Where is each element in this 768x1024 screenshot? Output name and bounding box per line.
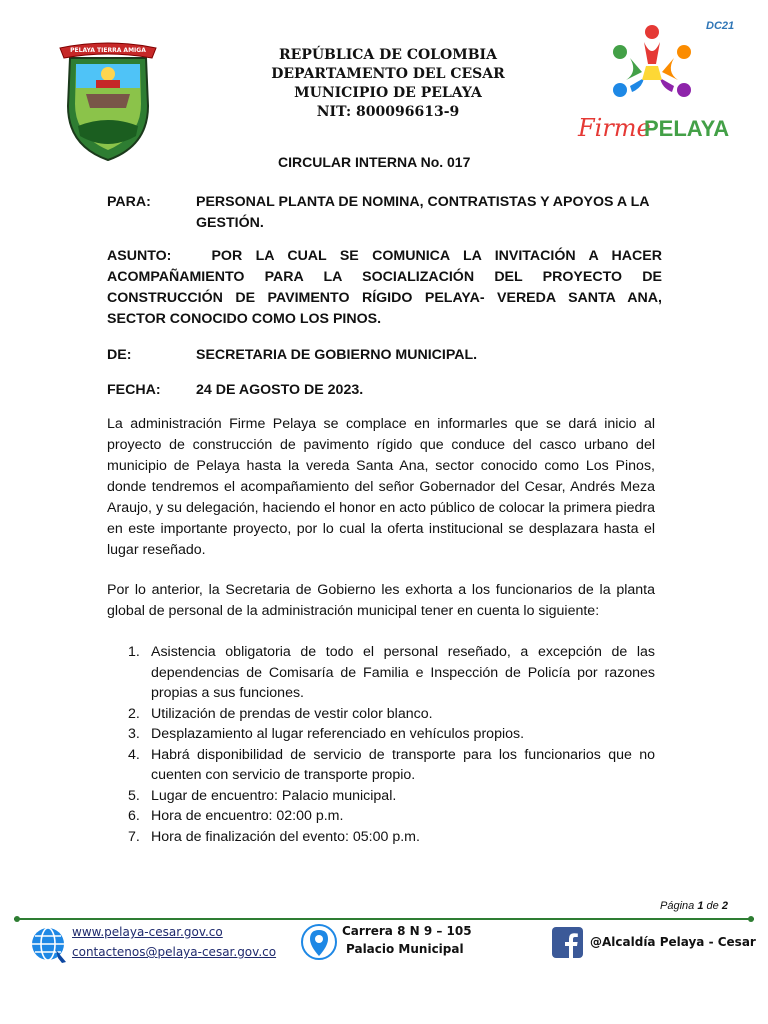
list-item-text: Lugar de encuentro: Palacio municipal. [151,787,397,804]
list-item-text: Hora de encuentro: 02:00 p.m. [151,808,344,824]
list-item [107,827,655,848]
list-item [107,704,655,725]
list-item-number: 2. [128,705,140,722]
list-item [107,724,655,745]
address-line-2: Palacio Municipal [346,942,464,956]
para-label: PARA: [107,194,151,210]
asunto-label: ASUNTO: [107,248,172,264]
list-item-text: Utilización de prendas de vestir color blanco. [151,705,433,722]
list-item-number: 7. [128,828,140,845]
header-country: REPÚBLICA DE COLOMBIA [279,47,497,63]
location-pin-icon [300,922,338,962]
page-number [660,900,728,912]
instructions-list [107,642,655,847]
page-number-current: 1 [697,900,704,912]
de-label: DE: [107,347,132,363]
fecha-value: 24 DE AGOSTO DE 2023. [196,382,364,398]
list-item [107,642,655,704]
page-number-total: 2 [721,900,728,912]
document-header [230,46,546,122]
list-item-text: Desplazamiento al lugar referenciado en vehículos propios. [151,726,525,742]
website-link[interactable]: www.pelaya-cesar.gov.co [72,925,223,939]
list-item-text: Hora de finalización del evento: 05:00 p.m. [151,828,420,845]
municipal-shield-emblem [56,36,160,164]
para-value: PERSONAL PLANTA DE NOMINA, CONTRATISTAS Y APOYOS A LA GESTIÓN. [196,194,649,231]
list-item-number: 5. [128,787,140,804]
list-item-number: 6. [128,808,140,824]
de-value: SECRETARIA DE GOBIERNO MUNICIPAL. [196,347,478,363]
circular-title: CIRCULAR INTERNA No. 017 [278,154,471,170]
asunto-block [107,246,662,330]
de-row [107,345,662,366]
fecha-label: FECHA: [107,382,161,398]
brand-logo-part2: PELAYA [644,116,730,141]
page-number-prefix: Página [660,900,695,912]
page-number-sep: de [706,900,719,912]
body-paragraph-1: La administración Firme Pelaya se complace en informarles que se dará inicio al proyecto de construcción de pavimento rígido que conduce del casco urbano del municipio de Pelaya hasta la vereda Santa Ana, sector conocido como Los Pinos, donde tendremos el acompañamiento del señor Gobernador del Cesar, Andrés Meza Araujo, y su delegación, haciendo el honor en acto público de colocar la primera piedra en este importante proyecto, por lo cual la oferta institucional se desplazara hasta el lugar reseñado. [107,416,655,558]
facebook-handle[interactable]: @Alcaldía Pelaya - Cesar [590,935,756,949]
list-item [107,806,655,827]
footer-divider [14,916,754,922]
list-item-number: 1. [128,644,140,660]
header-nit: NIT: 800096613-9 [316,104,460,120]
para-row [107,192,662,234]
list-item-number: 4. [128,746,140,763]
fecha-row [107,380,662,401]
list-item-text: Habrá disponibilidad de servicio de transporte para los funcionarios que no cuenten con servicio de transporte propio. [151,746,655,783]
list-item-text: Asistencia obligatoria de todo el personal reseñado, a excepción de las dependencias de Comisaría de Familia e Inspección de Policía por razones propias a sus funciones. [151,644,655,701]
body-paragraph-2: Por lo anterior, la Secretaria de Gobierno les exhorta a los funcionarios de la planta global de personal de la administración municipal tener en cuenta lo siguiente: [107,582,655,619]
brand-logo-part1: Firme [578,114,651,142]
list-item [107,786,655,807]
shield-banner-text: PELAYA TIERRA AMIGA [70,47,146,54]
email-link[interactable]: contactenos@pelaya-cesar.gov.co [72,945,277,959]
list-item-number: 3. [128,726,140,742]
list-item [107,745,655,786]
header-municipality: MUNICIPIO DE PELAYA [294,85,482,101]
web-globe-icon [28,922,70,966]
document-code: DC21 [706,20,735,32]
asunto-value: POR LA CUAL SE COMUNICA LA INVITACIÓN A HACER ACOMPAÑAMIENTO PARA LA SOCIALIZACIÓN DEL PROYECTO DE CONSTRUCCIÓN DE PAVIMENTO RÍGIDO PELAYA- VEREDA SANTA ANA, SECTOR CONOCIDO COMO LOS PINOS. [107,248,662,327]
facebook-icon[interactable] [552,927,583,958]
firme-pelaya-logo [572,18,735,150]
address-line-1: Carrera 8 N 9 – 105 [342,924,472,938]
header-department: DEPARTAMENTO DEL CESAR [271,66,505,82]
